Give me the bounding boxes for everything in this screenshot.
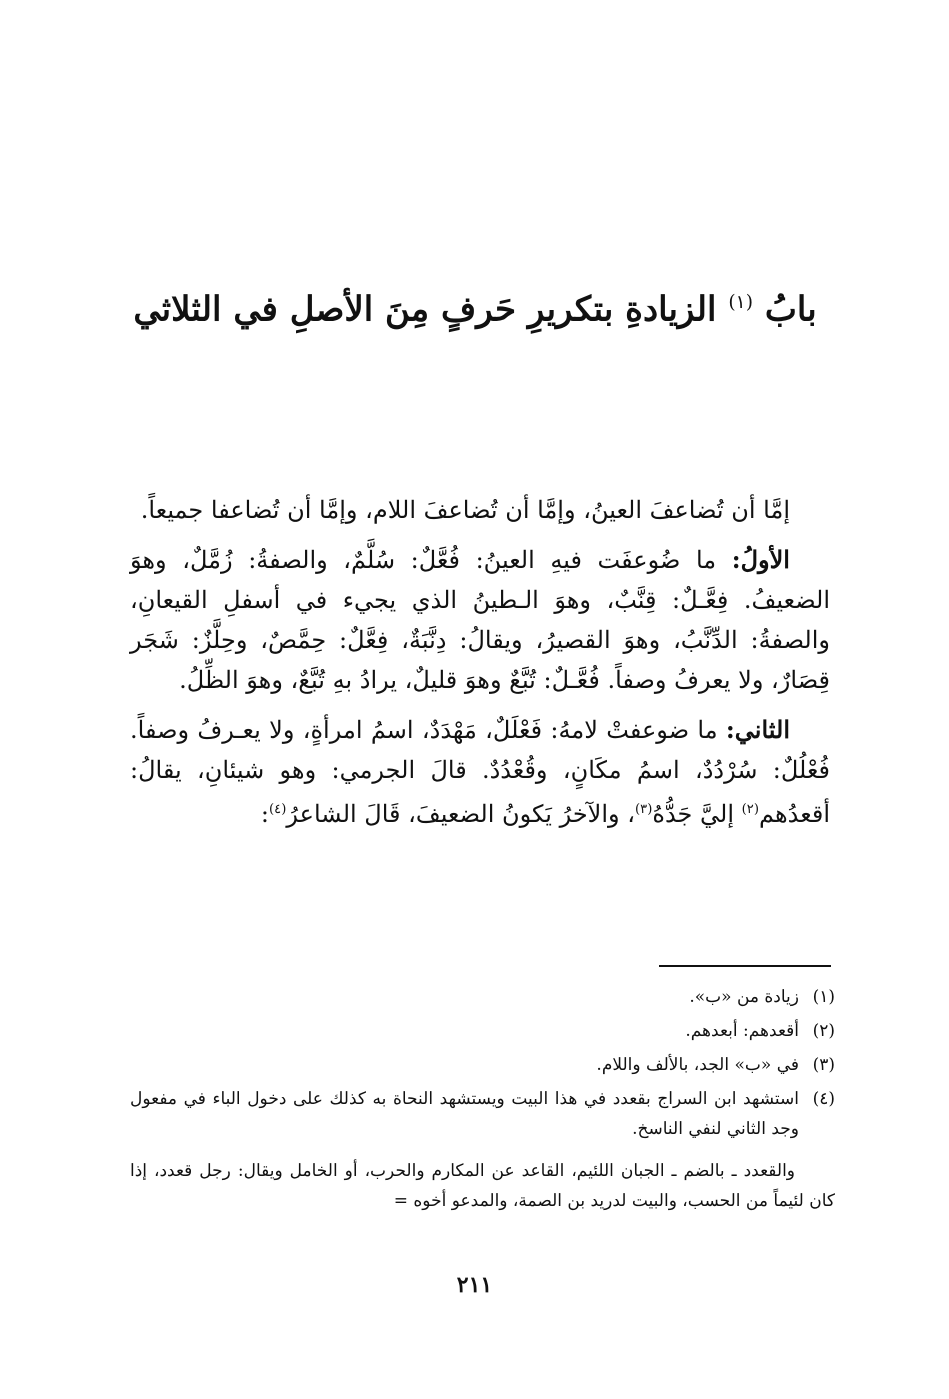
footnote-number: (٢) — [812, 1021, 835, 1041]
footnote-item — [130, 1084, 835, 1144]
paragraph-second-lead: الثاني: — [725, 715, 790, 744]
footnote-item — [130, 1050, 835, 1080]
footnote-text: استشهد ابن السراج بقعدد في هذا البيت ويستشهد النحاة به كذلك على دخول الباء في مفعول وجد الثاني لنفي الناسخ. — [130, 1089, 799, 1139]
footnote-item — [130, 1016, 835, 1046]
paragraph-second — [130, 710, 830, 834]
footnote-ref-3[interactable]: (٣) — [634, 802, 653, 817]
paragraph-second-text-4: : — [260, 800, 269, 828]
paragraph-second-text-2: إليَّ جَدُّهُ — [652, 800, 734, 828]
title-rest: الزيادةِ بتكريرِ حَرفٍ مِنَ الأصلِ في الثلاثي — [133, 289, 717, 330]
footnote-number: (١) — [812, 987, 835, 1007]
footnote-text: في «ب» الجد، بالألف واللام. — [596, 1055, 799, 1075]
chapter-title — [120, 273, 830, 339]
title-footnote-ref[interactable]: (١) — [728, 291, 753, 313]
paragraph-first — [130, 540, 830, 700]
footnote-number: (٣) — [812, 1055, 835, 1075]
paragraph-second-text-1: ما ضوعفتْ لامهُ: فَعْلَلٌ، مَهْدَدٌ، اسمُ امرأةٍ، ولا يعـرفُ وصفاً. فُعْلُلٌ: سُرْدُدٌ، اسمُ مكَانٍ، وقُعْدُدٌ. قالَ الجرمي: وهو شيئانِ، يقالُ: أقعدُهم — [130, 716, 830, 828]
footnote-ref-4[interactable]: (٤) — [269, 802, 287, 817]
paragraph-intro: إمَّا أن تُضاعفَ العينُ، وإمَّا أن تُضاعفَ اللام، وإمَّا أن تُضاعفا جميعاً. — [140, 496, 790, 524]
footnote-number: (٤) — [812, 1089, 835, 1109]
page-number: ٢١١ — [456, 1272, 493, 1298]
footnote-continuation: والقعدد ـ بالضم ـ الجبان اللئيم، القاعد عن المكارم والحرب، أو الخامل ويقال: رجل قعدد، إذا كان لئيماً من الحسب، والبيت لدريد بن الصمة، والمدعو أخوه = — [130, 1161, 835, 1211]
main-text — [130, 490, 830, 834]
footnote-separator — [659, 965, 831, 967]
paragraph-first-lead: الأولُ: — [731, 545, 790, 574]
footnote-item — [130, 982, 835, 1012]
paragraph-second-text-3: ، والآخرُ يَكونُ الضعيفَ، قَالَ الشاعرُ — [286, 800, 635, 828]
footnote-text: زيادة من «ب». — [689, 987, 799, 1007]
footnote-text: أقعدهم: أبعدهم. — [685, 1021, 799, 1041]
paragraph-first-text: ما ضُوعفَت فيهِ العينُ: فُعَّلٌ: سُلَّمٌ، والصفةُ: زُمَّلٌ، وهوَ الضعيفُ. فِعَّـلٌ: قِنَّبٌ، وهوَ الـطينُ الذي يجيء في أسفلِ القيعانِ، والصفةُ: الدِّنَّبُ، وهوَ القصيرُ، ويقالُ: دِنَّبَةٌ، فِعَّلٌ: حِمَّصٌ، وحِلَّزٌ: شَجَر قِصَارٌ، ولا يعرفُ وصفاً. فُعَّـلٌ: تُبَّعٌ وهوَ قليلٌ، يرادُ بهِ تُبَّعٌ، وهوَ الظِّلُ. — [130, 546, 830, 694]
footnotes — [130, 982, 835, 1233]
footnote-ref-2[interactable]: (٢) — [741, 802, 760, 817]
title-word: بابُ — [764, 289, 817, 330]
